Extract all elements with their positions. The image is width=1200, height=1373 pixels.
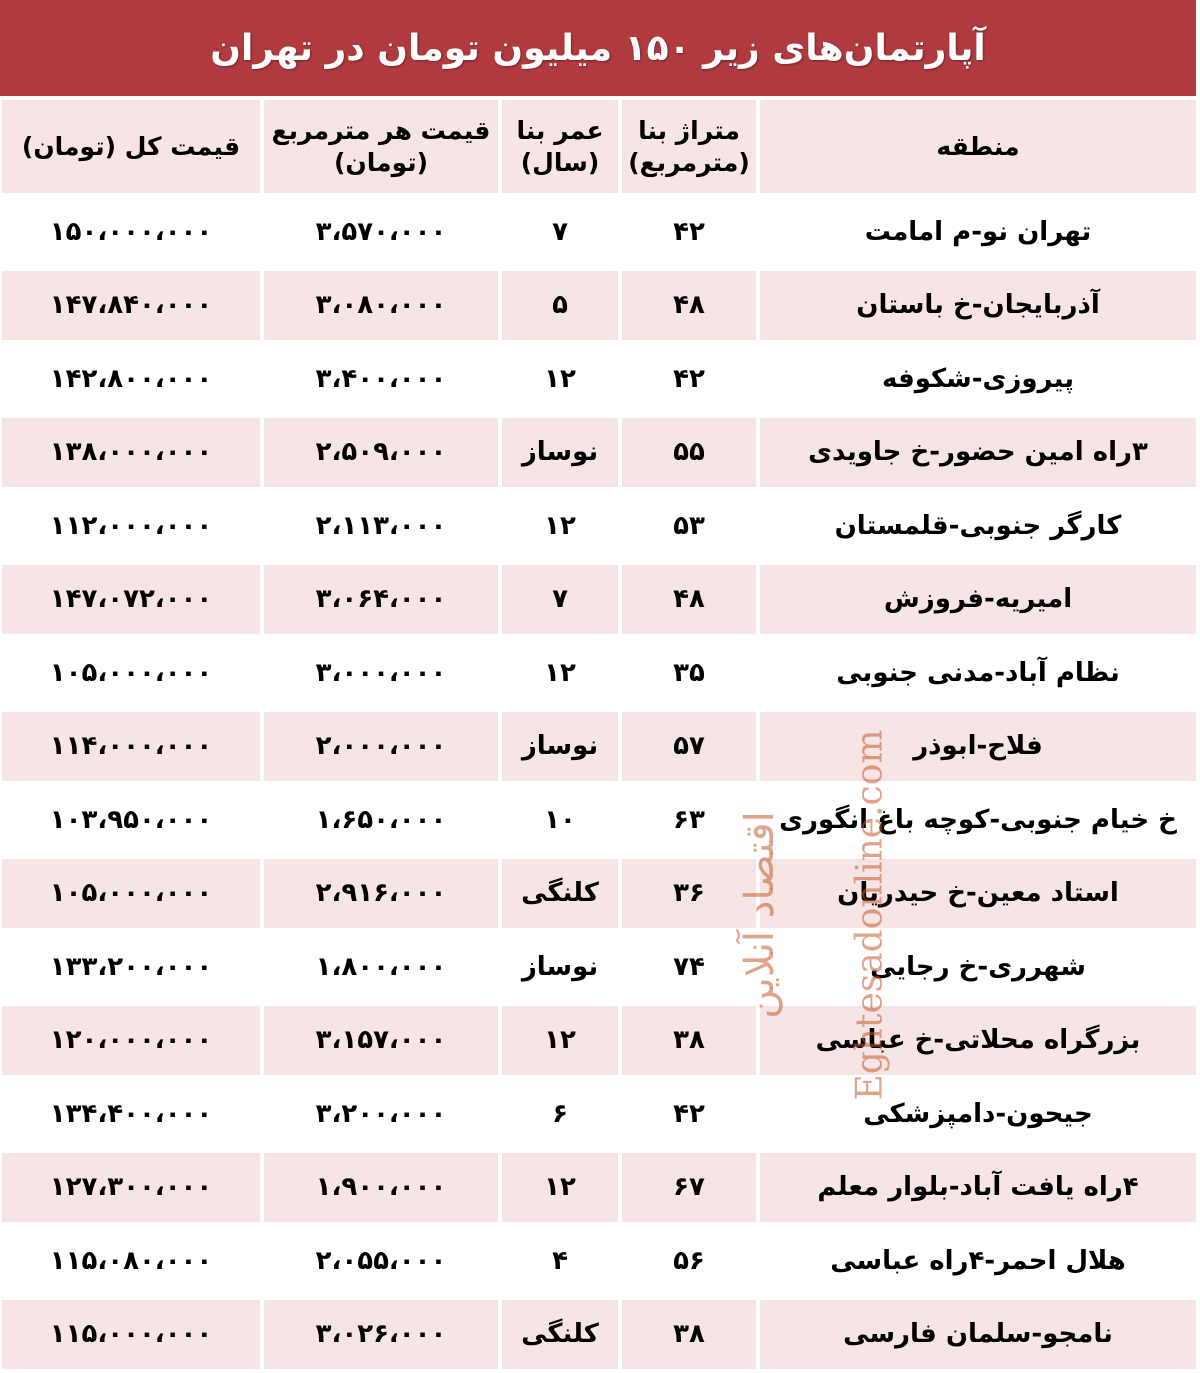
total-price-cell: ۱۴۲،۸۰۰،۰۰۰: [2, 344, 260, 414]
price-per-m2-cell: ۳،۱۵۷،۰۰۰: [264, 1006, 498, 1076]
area-cell: ۵۳: [622, 491, 756, 561]
region-cell: ۳راه امین حضور-خ جاویدی: [760, 418, 1196, 488]
area-cell: ۷۴: [622, 932, 756, 1002]
price-per-m2-cell: ۲،۰۵۵،۰۰۰: [264, 1226, 498, 1296]
region-cell: خ خیام جنوبی-کوچه باغ انگوری: [760, 785, 1196, 855]
age-cell: ۱۲: [502, 491, 618, 561]
total-price-cell: ۱۱۵،۰۰۰،۰۰۰: [2, 1300, 260, 1370]
area-cell: ۴۸: [622, 271, 756, 341]
header-price-per-m2-unit: (تومان): [333, 147, 429, 177]
region-cell: هلال احمر-۴راه عباسی: [760, 1226, 1196, 1296]
header-region: [760, 100, 1196, 193]
region-cell: شهرری-خ رجایی: [760, 932, 1196, 1002]
header-area-unit: (مترمربع): [628, 147, 750, 177]
price-per-m2-cell: ۱،۹۰۰،۰۰۰: [264, 1153, 498, 1223]
area-cell: ۳۵: [622, 638, 756, 708]
age-cell: ۱۲: [502, 1006, 618, 1076]
region-cell: ۴راه یافت آباد-بلوار معلم: [760, 1153, 1196, 1223]
total-price-cell: ۱۲۰،۰۰۰،۰۰۰: [2, 1006, 260, 1076]
region-cell: نامجو-سلمان فارسی: [760, 1300, 1196, 1370]
area-cell: ۳۸: [622, 1300, 756, 1370]
price-per-m2-cell: ۳،۴۰۰،۰۰۰: [264, 344, 498, 414]
age-cell: ۱۰: [502, 785, 618, 855]
area-cell: ۵۷: [622, 712, 756, 782]
price-per-m2-cell: ۲،۱۱۳،۰۰۰: [264, 491, 498, 561]
title-bar: [0, 0, 1196, 100]
age-cell: ۴: [502, 1226, 618, 1296]
price-per-m2-cell: ۲،۹۱۶،۰۰۰: [264, 859, 498, 929]
region-cell: فلاح-ابوذر: [760, 712, 1196, 782]
price-per-m2-cell: ۱،۸۰۰،۰۰۰: [264, 932, 498, 1002]
price-per-m2-cell: ۳،۰۶۴،۰۰۰: [264, 565, 498, 635]
watermark-en: Eghtesadonline.com: [849, 729, 891, 1101]
region-cell: امیریه-فروزش: [760, 565, 1196, 635]
price-table: [0, 100, 1196, 1373]
price-per-m2-cell: ۳،۰۰۰،۰۰۰: [264, 638, 498, 708]
header-area: [622, 100, 756, 193]
region-cell: آذربایجان-خ باستان: [760, 271, 1196, 341]
total-price-cell: ۱۰۳،۹۵۰،۰۰۰: [2, 785, 260, 855]
total-price-cell: ۱۵۰،۰۰۰،۰۰۰: [2, 197, 260, 267]
region-cell: استاد معین-خ حیدریان: [760, 859, 1196, 929]
price-per-m2-cell: ۳،۵۷۰،۰۰۰: [264, 197, 498, 267]
region-cell: نظام آباد-مدنی جنوبی: [760, 638, 1196, 708]
header-region-label: منطقه: [936, 131, 1020, 161]
age-cell: ۱۲: [502, 638, 618, 708]
price-per-m2-cell: ۳،۰۲۶،۰۰۰: [264, 1300, 498, 1370]
age-cell: ۱۲: [502, 344, 618, 414]
area-cell: ۴۸: [622, 565, 756, 635]
age-cell: نوساز: [502, 932, 618, 1002]
region-cell: تهران نو-م امامت: [760, 197, 1196, 267]
area-cell: ۴۲: [622, 197, 756, 267]
age-cell: ۷: [502, 565, 618, 635]
header-price-per-m2: [264, 100, 498, 193]
region-cell: پیروزی-شکوفه: [760, 344, 1196, 414]
age-cell: ۵: [502, 271, 618, 341]
region-cell: بزرگراه محلاتی-خ عباسی: [760, 1006, 1196, 1076]
header-age: [502, 100, 618, 193]
price-per-m2-cell: ۲،۵۰۹،۰۰۰: [264, 418, 498, 488]
header-total-price-label: قیمت کل (تومان): [21, 131, 241, 161]
age-cell: کلنگی: [502, 1300, 618, 1370]
age-cell: نوساز: [502, 418, 618, 488]
total-price-cell: ۱۰۵،۰۰۰،۰۰۰: [2, 638, 260, 708]
area-cell: ۵۵: [622, 418, 756, 488]
page-title: آپارتمان‌های زیر ۱۵۰ میلیون تومان در تهران: [210, 27, 986, 69]
header-area-label: متراژ بنا: [638, 116, 740, 146]
total-price-cell: ۱۴۷،۸۴۰،۰۰۰: [2, 271, 260, 341]
price-per-m2-cell: ۳،۲۰۰،۰۰۰: [264, 1079, 498, 1149]
age-cell: ۷: [502, 197, 618, 267]
region-cell: جیحون-دامپزشکی: [760, 1079, 1196, 1149]
total-price-cell: ۱۲۷،۳۰۰،۰۰۰: [2, 1153, 260, 1223]
total-price-cell: ۱۳۴،۴۰۰،۰۰۰: [2, 1079, 260, 1149]
header-age-label: عمر بنا: [516, 116, 604, 146]
area-cell: ۵۶: [622, 1226, 756, 1296]
total-price-cell: ۱۳۳،۲۰۰،۰۰۰: [2, 932, 260, 1002]
age-cell: نوساز: [502, 712, 618, 782]
watermark-fa: اقتصاد آنلاین: [737, 811, 783, 1019]
price-per-m2-cell: ۳،۰۸۰،۰۰۰: [264, 271, 498, 341]
header-total-price: [2, 100, 260, 193]
area-cell: ۳۶: [622, 859, 756, 929]
total-price-cell: ۱۴۷،۰۷۲،۰۰۰: [2, 565, 260, 635]
area-cell: ۴۲: [622, 344, 756, 414]
price-per-m2-cell: ۱،۶۵۰،۰۰۰: [264, 785, 498, 855]
area-cell: ۳۸: [622, 1006, 756, 1076]
total-price-cell: ۱۰۵،۰۰۰،۰۰۰: [2, 859, 260, 929]
price-per-m2-cell: ۲،۰۰۰،۰۰۰: [264, 712, 498, 782]
area-cell: ۴۲: [622, 1079, 756, 1149]
age-cell: کلنگی: [502, 859, 618, 929]
total-price-cell: ۱۱۵،۰۸۰،۰۰۰: [2, 1226, 260, 1296]
total-price-cell: ۱۳۸،۰۰۰،۰۰۰: [2, 418, 260, 488]
area-cell: ۶۳: [622, 785, 756, 855]
header-age-unit: (سال): [520, 147, 600, 177]
header-price-per-m2-label: قیمت هر مترمربع: [271, 116, 491, 146]
age-cell: ۱۲: [502, 1153, 618, 1223]
total-price-cell: ۱۱۲،۰۰۰،۰۰۰: [2, 491, 260, 561]
area-cell: ۶۷: [622, 1153, 756, 1223]
total-price-cell: ۱۱۴،۰۰۰،۰۰۰: [2, 712, 260, 782]
age-cell: ۶: [502, 1079, 618, 1149]
region-cell: کارگر جنوبی-قلمستان: [760, 491, 1196, 561]
